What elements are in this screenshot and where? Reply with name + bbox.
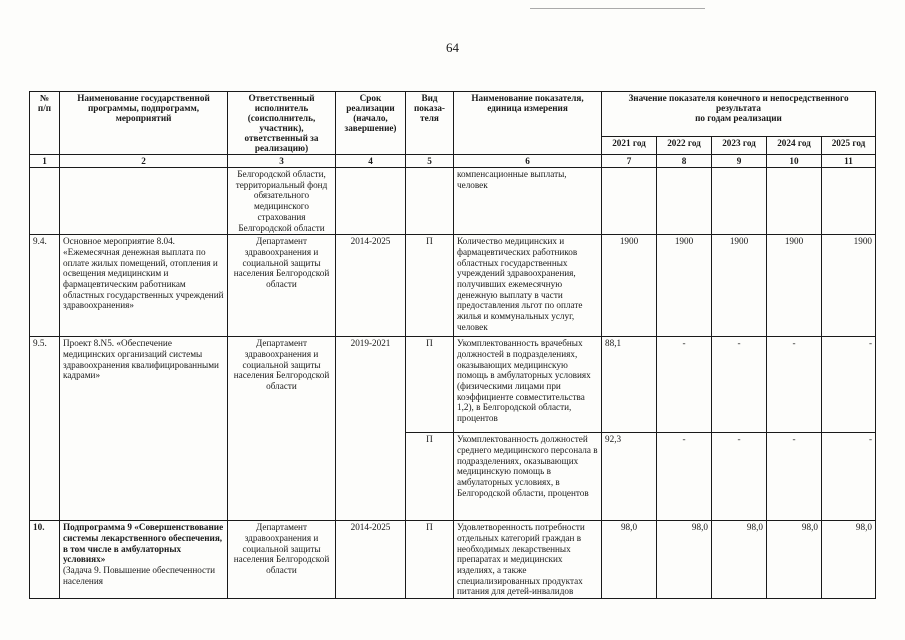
row-value bbox=[657, 168, 712, 235]
row-value: - bbox=[712, 433, 767, 521]
program-table bbox=[29, 91, 876, 599]
row-value: - bbox=[712, 337, 767, 433]
header-indicator: Наименование показателя, единица измерения bbox=[454, 92, 602, 155]
row-value: 1900 bbox=[657, 235, 712, 337]
table-row bbox=[30, 168, 876, 235]
column-number: 1 bbox=[30, 155, 60, 168]
header-year: 2023 год bbox=[712, 137, 767, 155]
header-num: № п/п bbox=[30, 92, 60, 155]
row-value bbox=[822, 168, 876, 235]
header-values-group: Значение показателя конечного и непосредственного результата по годам реализации bbox=[602, 92, 876, 137]
row-term bbox=[336, 168, 406, 235]
header-name: Наименование государственной программы, подпрограмм, мероприятий bbox=[60, 92, 228, 155]
row-responsible: Департамент здравоохранения и социальной защиты населения Белгородской области bbox=[228, 521, 336, 599]
page-number: 64 bbox=[446, 40, 459, 55]
row-name bbox=[60, 521, 228, 599]
column-number: 8 bbox=[657, 155, 712, 168]
row-value bbox=[712, 168, 767, 235]
row-value: - bbox=[657, 433, 712, 521]
row-value: - bbox=[767, 433, 822, 521]
header-kind: Вид показа-теля bbox=[406, 92, 454, 155]
column-number-row bbox=[30, 155, 876, 168]
header-term: Срок реализации (начало, завершение) bbox=[336, 92, 406, 155]
top-border-line bbox=[530, 8, 705, 9]
row-responsible: Департамент здравоохранения и социальной защиты населения Белгородской области bbox=[228, 337, 336, 521]
row-value: 88,1 bbox=[602, 337, 657, 433]
row-indicator: Количество медицинских и фармацевтических работников областных государственных учреждений здравоохранения, получивших ежемесячную денежную выплату в части предоставления льгот по оплате жилья и коммунальных услуг, человек bbox=[454, 235, 602, 337]
column-number: 3 bbox=[228, 155, 336, 168]
row-name: Проект 8.N5. «Обеспечение медицинских организаций системы здравоохранения квалифицированными кадрами» bbox=[60, 337, 228, 521]
row-value: - bbox=[767, 337, 822, 433]
table-row bbox=[30, 235, 876, 337]
row-indicator: компенсационные выплаты, человек bbox=[454, 168, 602, 235]
row-responsible: Департамент здравоохранения и социальной защиты населения Белгородской области bbox=[228, 235, 336, 337]
column-number: 4 bbox=[336, 155, 406, 168]
row-name bbox=[60, 168, 228, 235]
row-kind: П bbox=[406, 235, 454, 337]
row-value: 92,3 bbox=[602, 433, 657, 521]
row-value: - bbox=[657, 337, 712, 433]
table-row bbox=[30, 521, 876, 599]
row-value: 1900 bbox=[602, 235, 657, 337]
row-indicator: Укомплектованность должностей среднего медицинского персонала в подразделениях, оказывающих медицинскую помощь в амбулаторных условиях, в Белгородской области, процентов bbox=[454, 433, 602, 521]
row-indicator: Удовлетворенность потребности отдельных категорий граждан в необходимых лекарственных препаратах и медицинских изделиях, а также специализированных продуктах питания для детей-инвалидов bbox=[454, 521, 602, 599]
header-year: 2022 год bbox=[657, 137, 712, 155]
column-number: 11 bbox=[822, 155, 876, 168]
row-value bbox=[602, 168, 657, 235]
row-responsible: Белгородской области, территориальный фонд обязательного медицинского страхования Белгородской области bbox=[228, 168, 336, 235]
column-number: 9 bbox=[712, 155, 767, 168]
row-term: 2014-2025 bbox=[336, 521, 406, 599]
row-value: 98,0 bbox=[602, 521, 657, 599]
row-value: 98,0 bbox=[712, 521, 767, 599]
row-num: 9.5. bbox=[30, 337, 60, 521]
column-number: 10 bbox=[767, 155, 822, 168]
row-value: 98,0 bbox=[822, 521, 876, 599]
header-responsible: Ответственный исполнитель (соисполнитель, участник), ответственный за реализацию) bbox=[228, 92, 336, 155]
row-term: 2019-2021 bbox=[336, 337, 406, 521]
row-value bbox=[767, 168, 822, 235]
row-kind: П bbox=[406, 521, 454, 599]
row-kind: П bbox=[406, 433, 454, 521]
header-row bbox=[30, 92, 876, 137]
row-kind: П bbox=[406, 337, 454, 433]
row-num: 10. bbox=[30, 521, 60, 599]
row-value: 98,0 bbox=[657, 521, 712, 599]
header-year: 2021 год bbox=[602, 137, 657, 155]
row-num bbox=[30, 168, 60, 235]
column-number: 7 bbox=[602, 155, 657, 168]
row-value: - bbox=[822, 337, 876, 433]
table-row bbox=[30, 337, 876, 433]
row-kind bbox=[406, 168, 454, 235]
row-value: 1900 bbox=[767, 235, 822, 337]
row-term: 2014-2025 bbox=[336, 235, 406, 337]
column-number: 6 bbox=[454, 155, 602, 168]
row-name: Основное мероприятие 8.04. «Ежемесячная денежная выплата по оплате жилых помещений, отопления и освещения медицинским и фармацевтическим работникам областных государственных учреждений здравоохранения» bbox=[60, 235, 228, 337]
column-number: 2 bbox=[60, 155, 228, 168]
subprogram-title: Подпрограмма 9 «Совершенствование системы лекарственного обеспечения, в том числе в амбулаторных условиях» bbox=[63, 522, 224, 565]
row-num: 9.4. bbox=[30, 235, 60, 337]
row-value: 1900 bbox=[822, 235, 876, 337]
column-number: 5 bbox=[406, 155, 454, 168]
header-year: 2024 год bbox=[767, 137, 822, 155]
row-value: - bbox=[822, 433, 876, 521]
row-value: 1900 bbox=[712, 235, 767, 337]
header-year: 2025 год bbox=[822, 137, 876, 155]
row-indicator: Укомплектованность врачебных должностей в подразделениях, оказывающих медицинскую помощь в амбулаторных условиях (физическими лицами при коэффициенте совместительства 1,2), в Белгородской области, процентов bbox=[454, 337, 602, 433]
subprogram-task: (Задача 9. Повышение обеспеченности населения bbox=[63, 565, 216, 586]
row-value: 98,0 bbox=[767, 521, 822, 599]
